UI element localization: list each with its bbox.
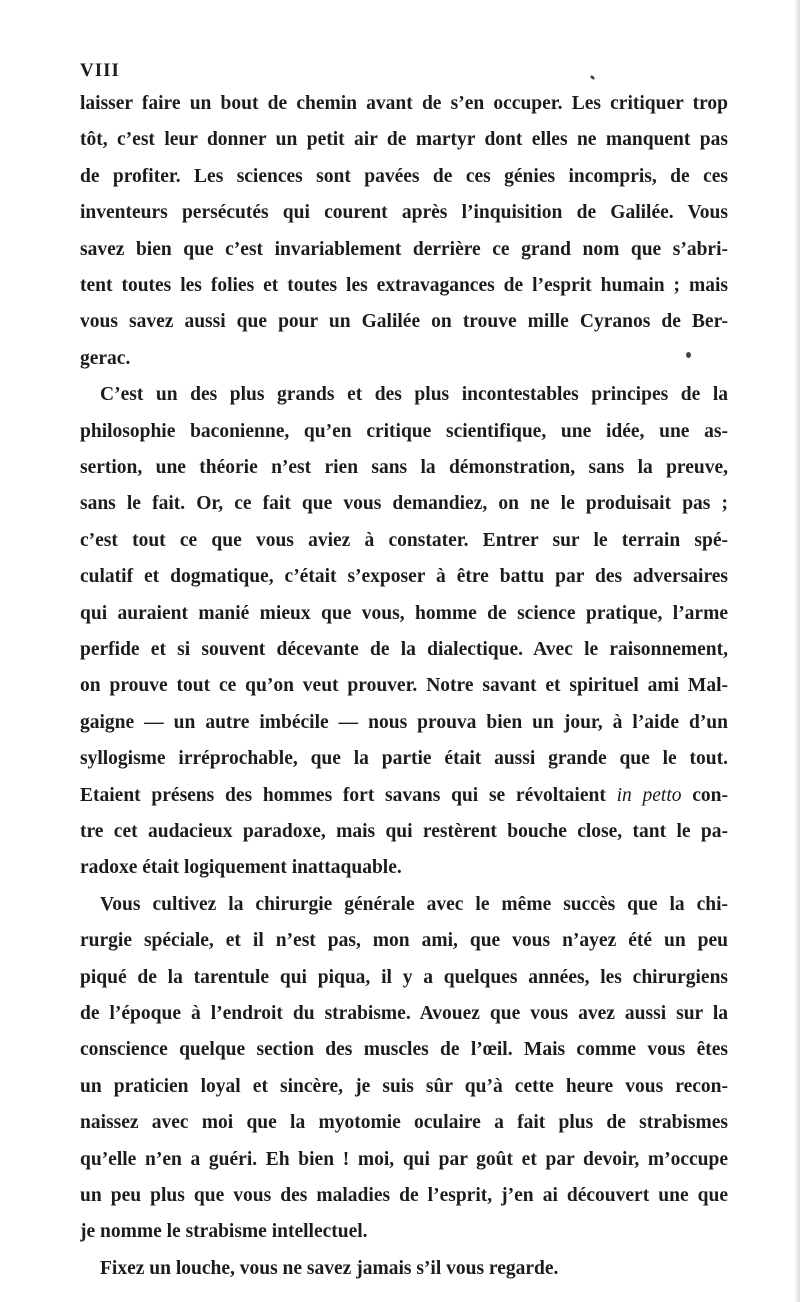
text-line: qui auraient manié mieux que vous, homme de science pratique, l’arme	[80, 602, 728, 624]
text-line: savez bien que c’est invariablement derrière ce grand nom que s’abri-	[80, 238, 728, 260]
text-run: con-	[681, 784, 728, 806]
text-line: gaigne — un autre imbécile — nous prouva bien un jour, à l’aide d’un	[80, 711, 728, 733]
text-line: philosophie baconienne, qu’en critique scientifique, une idée, une as-	[80, 420, 728, 442]
text-line: perfide et si souvent décevante de la dialectique. Avec le raisonnement,	[80, 639, 728, 660]
text-line: on prouve tout ce qu’on veut prouver. Notre savant et spirituel ami Mal-	[80, 675, 728, 697]
ink-speck	[590, 75, 596, 81]
page-edge-shadow	[794, 0, 800, 1302]
text-line: syllogisme irréprochable, que la partie était aussi grande que le tout.	[80, 748, 728, 770]
text-line: conscience quelque section des muscles de l’œil. Mais comme vous êtes	[80, 1039, 728, 1061]
text-line: de l’époque à l’endroit du strabisme. Avouez que vous avez aussi sur la	[80, 1003, 728, 1024]
text-line: gerac.	[80, 347, 131, 369]
italic-phrase: in petto	[616, 784, 682, 806]
text-line: inventeurs persécutés qui courent après l’inquisition de Galilée. Vous	[80, 202, 728, 224]
text-line: sans le fait. Or, ce fait que vous demandiez, on ne le produisait pas ;	[80, 493, 728, 515]
text-line: de profiter. Les sciences sont pavées de ces génies incompris, de ces	[80, 165, 728, 187]
text-line: un praticien loyal et sincère, je suis sûr qu’à cette heure vous recon-	[80, 1075, 728, 1097]
text-line: qu’elle n’en a guéri. Eh bien ! moi, qui par goût et par devoir, m’occupe	[80, 1148, 728, 1170]
text-line: Vous cultivez la chirurgie générale avec le même succès que la chi-	[100, 893, 728, 915]
text-line	[80, 778, 728, 814]
text-line: tôt, c’est leur donner un petit air de martyr dont elles ne manquent pas	[80, 129, 728, 151]
text-line: je nomme le strabisme intellectuel.	[80, 1221, 368, 1243]
text-line: sertion, une théorie n’est rien sans la démonstration, sans la preuve,	[80, 457, 728, 478]
text-line: tre cet audacieux paradoxe, mais qui restèrent bouche close, tant le pa-	[80, 821, 728, 842]
text-line: tent toutes les folies et toutes les extravagances de l’esprit humain ; mais	[80, 275, 728, 296]
text-run: Etaient présens des hommes fort savans qui se révoltaient	[80, 784, 617, 806]
page-number: VIII	[80, 60, 120, 81]
text-line: rurgie spéciale, et il n’est pas, mon ami, que vous n’ayez été un peu	[80, 930, 728, 952]
ink-speck	[686, 352, 691, 358]
text-line: vous savez aussi que pour un Galilée on trouve mille Cyranos de Ber-	[80, 311, 728, 333]
text-line: radoxe était logiquement inattaquable.	[80, 857, 402, 879]
text-line: Fixez un louche, vous ne savez jamais s’il vous regarde.	[100, 1257, 559, 1279]
text-line: laisser faire un bout de chemin avant de s’en occuper. Les critiquer trop	[80, 93, 728, 114]
text-line: C’est un des plus grands et des plus incontestables principes de la	[100, 384, 728, 406]
text-line: piqué de la tarentule qui piqua, il y a quelques années, les chirurgiens	[80, 966, 728, 988]
text-line: un peu plus que vous des maladies de l’esprit, j’en ai découvert une que	[80, 1185, 728, 1206]
text-line: c’est tout ce que vous aviez à constater. Entrer sur le terrain spé-	[80, 529, 728, 551]
text-line: naissez avec moi que la myotomie oculaire a fait plus de strabismes	[80, 1112, 728, 1134]
text-line: culatif et dogmatique, c’était s’exposer à être battu par des adversaires	[80, 566, 728, 588]
